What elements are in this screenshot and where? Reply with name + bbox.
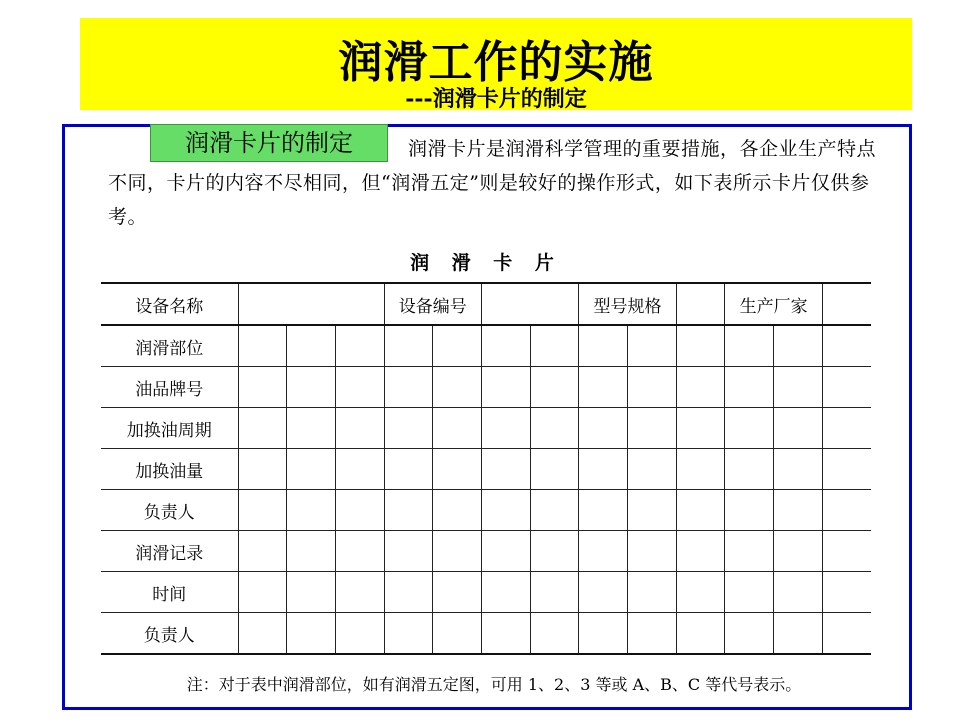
page-title: 润滑工作的实施 xyxy=(338,37,654,88)
cell-equipment-name-value[interactable] xyxy=(238,283,384,325)
grid-cell[interactable] xyxy=(238,613,287,655)
grid-cell[interactable] xyxy=(676,531,725,572)
table-row xyxy=(101,449,871,490)
grid-cell[interactable] xyxy=(628,490,677,531)
grid-cell[interactable] xyxy=(384,490,433,531)
grid-cell[interactable] xyxy=(335,367,384,408)
grid-cell[interactable] xyxy=(384,531,433,572)
table-row xyxy=(101,572,871,613)
grid-cell[interactable] xyxy=(287,408,336,449)
row-label: 油品牌号 xyxy=(101,367,238,408)
grid-cell[interactable] xyxy=(481,531,530,572)
grid-cell[interactable] xyxy=(530,613,579,655)
grid-cell[interactable] xyxy=(822,408,871,449)
label-equipment-name: 设备名称 xyxy=(101,283,238,325)
grid-cell[interactable] xyxy=(433,367,482,408)
cell-manufacturer-value[interactable] xyxy=(822,283,871,325)
grid-cell[interactable] xyxy=(725,367,774,408)
grid-cell[interactable] xyxy=(676,367,725,408)
grid-cell[interactable] xyxy=(433,613,482,655)
intro-paragraph: 润滑卡片是润滑科学管理的重要措施，各企业生产特点不同，卡片的内容不尽相同，但“润滑五定”则是较好的操作形式，如下表所示卡片仅供参考。 xyxy=(108,138,877,228)
grid-cell[interactable] xyxy=(725,325,774,367)
table-row xyxy=(101,408,871,449)
grid-cell[interactable] xyxy=(481,572,530,613)
grid-cell[interactable] xyxy=(384,613,433,655)
grid-cell[interactable] xyxy=(822,531,871,572)
grid-cell[interactable] xyxy=(822,572,871,613)
label-equipment-no: 设备编号 xyxy=(384,283,481,325)
cell-equipment-no-value[interactable] xyxy=(481,283,578,325)
grid-cell[interactable] xyxy=(384,367,433,408)
grid-cell[interactable] xyxy=(287,325,336,367)
grid-cell[interactable] xyxy=(676,572,725,613)
table-row xyxy=(101,325,871,367)
grid-cell[interactable] xyxy=(676,613,725,655)
table-header-row xyxy=(101,283,871,325)
grid-cell[interactable] xyxy=(481,613,530,655)
cell-model-spec-value[interactable] xyxy=(676,283,725,325)
grid-cell[interactable] xyxy=(287,531,336,572)
grid-cell[interactable] xyxy=(335,325,384,367)
grid-cell[interactable] xyxy=(579,572,628,613)
grid-cell[interactable] xyxy=(433,572,482,613)
label-model-spec: 型号规格 xyxy=(579,283,676,325)
grid-cell[interactable] xyxy=(481,367,530,408)
table-row xyxy=(101,367,871,408)
grid-cell[interactable] xyxy=(335,408,384,449)
grid-cell[interactable] xyxy=(676,325,725,367)
row-label: 润滑记录 xyxy=(101,531,238,572)
grid-cell[interactable] xyxy=(433,408,482,449)
row-label: 负责人 xyxy=(101,490,238,531)
grid-cell[interactable] xyxy=(579,531,628,572)
table-row xyxy=(101,531,871,572)
grid-cell[interactable] xyxy=(530,367,579,408)
grid-cell[interactable] xyxy=(433,325,482,367)
grid-cell[interactable] xyxy=(238,408,287,449)
grid-cell[interactable] xyxy=(579,490,628,531)
grid-cell[interactable] xyxy=(579,367,628,408)
grid-cell[interactable] xyxy=(530,572,579,613)
grid-cell[interactable] xyxy=(676,449,725,490)
title-banner xyxy=(80,18,912,110)
grid-cell[interactable] xyxy=(238,449,287,490)
grid-cell[interactable] xyxy=(774,531,823,572)
grid-cell[interactable] xyxy=(481,325,530,367)
grid-cell[interactable] xyxy=(335,449,384,490)
grid-cell[interactable] xyxy=(579,408,628,449)
grid-cell[interactable] xyxy=(822,490,871,531)
grid-cell[interactable] xyxy=(530,325,579,367)
grid-cell[interactable] xyxy=(579,325,628,367)
grid-cell[interactable] xyxy=(774,367,823,408)
grid-cell[interactable] xyxy=(628,408,677,449)
grid-cell[interactable] xyxy=(481,449,530,490)
grid-cell[interactable] xyxy=(628,531,677,572)
grid-cell[interactable] xyxy=(676,490,725,531)
row-label: 加换油量 xyxy=(101,449,238,490)
grid-cell[interactable] xyxy=(384,572,433,613)
row-label: 加换油周期 xyxy=(101,408,238,449)
grid-cell[interactable] xyxy=(628,367,677,408)
grid-cell[interactable] xyxy=(335,490,384,531)
grid-cell[interactable] xyxy=(335,531,384,572)
grid-cell[interactable] xyxy=(725,490,774,531)
grid-cell[interactable] xyxy=(238,367,287,408)
grid-cell[interactable] xyxy=(628,613,677,655)
grid-cell[interactable] xyxy=(676,408,725,449)
grid-cell[interactable] xyxy=(774,572,823,613)
grid-cell[interactable] xyxy=(433,449,482,490)
grid-cell[interactable] xyxy=(774,408,823,449)
grid-cell[interactable] xyxy=(822,325,871,367)
row-label: 时间 xyxy=(101,572,238,613)
section-tag: 润滑卡片的制定 xyxy=(150,124,388,162)
row-label: 润滑部位 xyxy=(101,325,238,367)
grid-cell[interactable] xyxy=(481,408,530,449)
grid-cell[interactable] xyxy=(822,449,871,490)
grid-cell[interactable] xyxy=(530,449,579,490)
grid-cell[interactable] xyxy=(628,572,677,613)
grid-cell[interactable] xyxy=(530,408,579,449)
grid-cell[interactable] xyxy=(822,613,871,655)
grid-cell[interactable] xyxy=(725,449,774,490)
grid-cell[interactable] xyxy=(433,531,482,572)
grid-cell[interactable] xyxy=(287,367,336,408)
grid-cell[interactable] xyxy=(774,325,823,367)
grid-cell[interactable] xyxy=(725,408,774,449)
row-label: 负责人 xyxy=(101,613,238,655)
grid-cell[interactable] xyxy=(725,531,774,572)
grid-cell[interactable] xyxy=(287,490,336,531)
grid-cell[interactable] xyxy=(774,449,823,490)
grid-cell[interactable] xyxy=(530,531,579,572)
page-subtitle: ---润滑卡片的制定 xyxy=(405,86,587,112)
card-title: 润 滑 卡 片 xyxy=(410,252,562,274)
grid-cell[interactable] xyxy=(238,572,287,613)
grid-cell[interactable] xyxy=(433,490,482,531)
grid-cell[interactable] xyxy=(628,449,677,490)
label-manufacturer: 生产厂家 xyxy=(725,283,822,325)
grid-cell[interactable] xyxy=(384,449,433,490)
grid-cell[interactable] xyxy=(287,449,336,490)
grid-cell[interactable] xyxy=(725,613,774,655)
grid-cell[interactable] xyxy=(774,613,823,655)
grid-cell[interactable] xyxy=(335,613,384,655)
grid-cell[interactable] xyxy=(774,490,823,531)
grid-cell[interactable] xyxy=(481,490,530,531)
grid-cell[interactable] xyxy=(579,613,628,655)
grid-cell[interactable] xyxy=(725,572,774,613)
grid-cell[interactable] xyxy=(530,490,579,531)
table-row xyxy=(101,613,871,655)
grid-cell[interactable] xyxy=(287,613,336,655)
grid-cell[interactable] xyxy=(628,325,677,367)
grid-cell[interactable] xyxy=(238,490,287,531)
lubrication-card-table xyxy=(101,282,871,655)
grid-cell[interactable] xyxy=(384,408,433,449)
grid-cell[interactable] xyxy=(335,572,384,613)
grid-cell[interactable] xyxy=(384,325,433,367)
grid-cell[interactable] xyxy=(287,572,336,613)
footnote: 注：对于表中润滑部位，如有润滑五定图，可用 1、2、3 等或 A、B、C 等代号表示。 xyxy=(186,675,802,694)
grid-cell[interactable] xyxy=(822,367,871,408)
grid-cell[interactable] xyxy=(238,531,287,572)
table-row xyxy=(101,490,871,531)
grid-cell[interactable] xyxy=(579,449,628,490)
grid-cell[interactable] xyxy=(238,325,287,367)
